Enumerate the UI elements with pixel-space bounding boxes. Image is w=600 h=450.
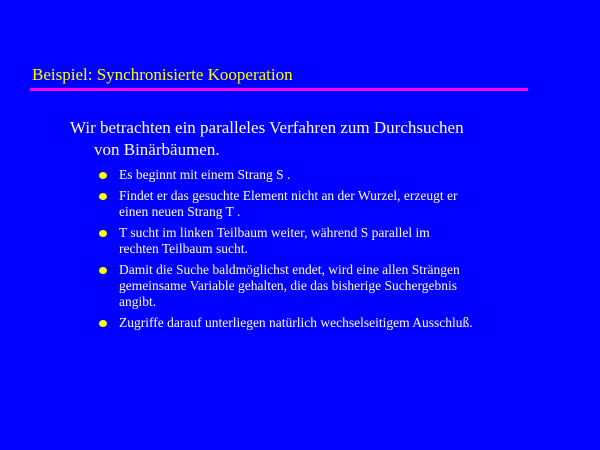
bullet-text-line: Findet er das gesuchte Element nicht an der Wurzel, erzeugt er: [119, 188, 458, 203]
bullet-dot-icon: [99, 193, 107, 200]
slide-title: Beispiel: Synchronisierte Kooperation: [32, 65, 293, 84]
bullet-text-line: angibt.: [119, 294, 157, 309]
bullet-text-line: Damit die Suche baldmöglichst endet, wird eine allen Strängen: [119, 262, 460, 277]
title-divider: [30, 88, 528, 91]
bullet-text-line: einen neuen Strang T .: [119, 204, 241, 219]
bullet-item: [98, 188, 578, 220]
bullet-text-line: rechten Teilbaum sucht.: [119, 241, 248, 256]
bullet-text-line: T sucht im linken Teilbaum weiter, während S parallel im: [119, 225, 430, 240]
bullet-dot-icon: [99, 320, 107, 327]
bullet-item: [98, 262, 578, 310]
bullet-text-line: Zugriffe darauf unterliegen natürlich wechselseitigem Ausschluß.: [119, 315, 473, 330]
bullet-item: [98, 225, 578, 257]
bullet-item: [98, 167, 578, 183]
bullet-dot-icon: [99, 267, 107, 274]
bullet-dot-icon: [99, 172, 107, 179]
bullet-text-line: Es beginnt mit einem Strang S .: [119, 167, 291, 182]
bullet-item: [98, 315, 578, 331]
main-point-line: von Binärbäumen.: [94, 140, 220, 159]
main-point: [70, 117, 570, 161]
main-point-line: Wir betrachten ein paralleles Verfahren zum Durchsuchen: [70, 118, 464, 137]
bullet-text-line: gemeinsame Variable gehalten, die das bisherige Suchergebnis: [119, 278, 458, 293]
bullet-list: [98, 167, 578, 336]
bullet-dot-icon: [99, 230, 107, 237]
